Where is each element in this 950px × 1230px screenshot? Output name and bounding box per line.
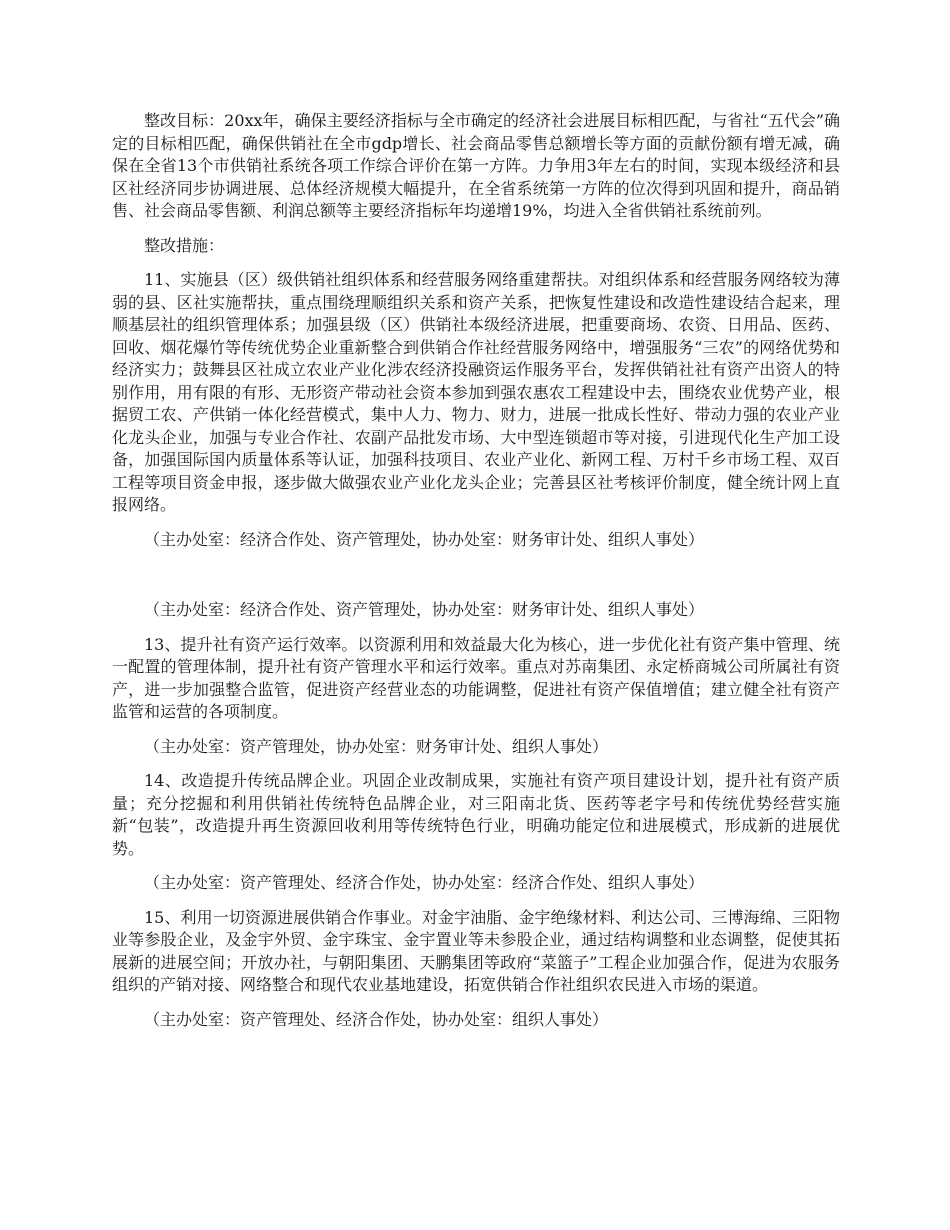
paragraph-item-13: 13、提升社有资产运行效率。以资源利用和效益最大化为核心，进一步优化社有资产集中管理、统一配置的管理体制，提升社有资产管理水平和运行效率。重点对苏南集团、永定桥商城公司所属社有资产，进一步加强整合监管，促进资产经营业态的功能调整，促进社有资产保值增值；建立健全社有资产监管和运营的各项制度。: [112, 634, 840, 721]
paragraph-item-14-offices: （主办处室：资产管理处、经济合作处，协办处室：经济合作处、组织人事处）: [144, 873, 705, 892]
paragraph-item-13-offices: （主办处室：资产管理处，协办处室：财务审计处、组织人事处）: [144, 736, 609, 756]
paragraph-measures-heading: 整改措施：: [144, 235, 225, 255]
paragraph-item-15-offices: （主办处室：资产管理处、经济合作处，协办处室：组织人事处）: [144, 1009, 609, 1029]
paragraph-item-15: 15、利用一切资源进展供销合作事业。对金宇油脂、金宇绝缘材料、利达公司、三博海绵、三阳物业等参股企业，及金宇外贸、金宇珠宝、金宇置业等未参股企业，通过结构调整和业态调整，促使其拓展新的进展空间；开放办社，与朝阳集团、天鹏集团等政府“菜篮子”工程企业加强合作，促进为农服务组织的产销对接、网络整合和现代农业基地建设，拓宽供销合作社组织农民进入市场的渠道。: [112, 907, 840, 994]
paragraph-item-12-offices: （主办处室：经济合作处、资产管理处，协办处室：财务审计处、组织人事处）: [144, 600, 705, 619]
paragraph-item-11: 11、实施县（区）级供销社组织体系和经营服务网络重建帮扶。对组织体系和经营服务网络较为薄弱的县、区社实施帮扶，重点围绕理顺组织关系和资产关系，把恢复性建设和改造性建设结合起来，理顺基层社的组织管理体系；加强县级（区）供销社本级经济进展，把重要商场、农资、日用品、医药、回收、烟花爆竹等传统优势企业重新整合到供销合作社经营服务网络中，增强服务“三农”的网络优势和经济实力；鼓舞县区社成立农业产业化涉农经济投融资运作服务平台，发挥供销社社有资产出资人的特别作用，用有限的有形、无形资产带动社会资本参加到强农惠农工程建设中去，围绕农业优势产业，根据贸工农、产供销一体化经营模式，集中人力、物力、财力，进展一批成长性好、带动力强的农业产业化龙头企业，加强与专业合作社、农副产品批发市场、大中型连锁超市等对接，引进现代化生产加工设备，加强国际国内质量体系等认证，加强科技项目、农业产业化、新网工程、万村千乡市场工程、双百工程等项目资金申报，逐步做大做强农业产业化龙头企业；完善县区社考核评价制度，健全统计网上直报网络。: [112, 270, 840, 514]
document-body: [112, 110, 840, 1043]
paragraph-item-11-offices: （主办处室：经济合作处、资产管理处，协办处室：财务审计处、组织人事处）: [144, 529, 705, 549]
paragraph-item-14: 14、改造提升传统品牌企业。巩固企业改制成果，实施社有资产项目建设计划，提升社有资产质量；充分挖掘和利用供销社传统特色品牌企业，对三阳南北货、医药等老字号和传统优势经营实施新“包装”，改造提升再生资源回收利用等传统特色行业，明确功能定位和进展模式，形成新的进展优势。: [112, 771, 840, 858]
paragraph-target: 整改目标：20xx年，确保主要经济指标与全市确定的经济社会进展目标相匹配，与省社“五代会”确定的目标相匹配，确保供销社在全市gdp增长、社会商品零售总额增长等方面的贡献份额有增无减，确保在全省13个市供销社系统各项工作综合评价在第一方阵。力争用3年左右的时间，实现本级经济和县区社经济同步协调进展、总体经济规模大幅提升，在全省系统第一方阵的位次得到巩固和提升，商品销售、社会商品零售额、利润总额等主要经济指标年均递增19%，均进入全省供销社系统前列。: [112, 111, 840, 220]
